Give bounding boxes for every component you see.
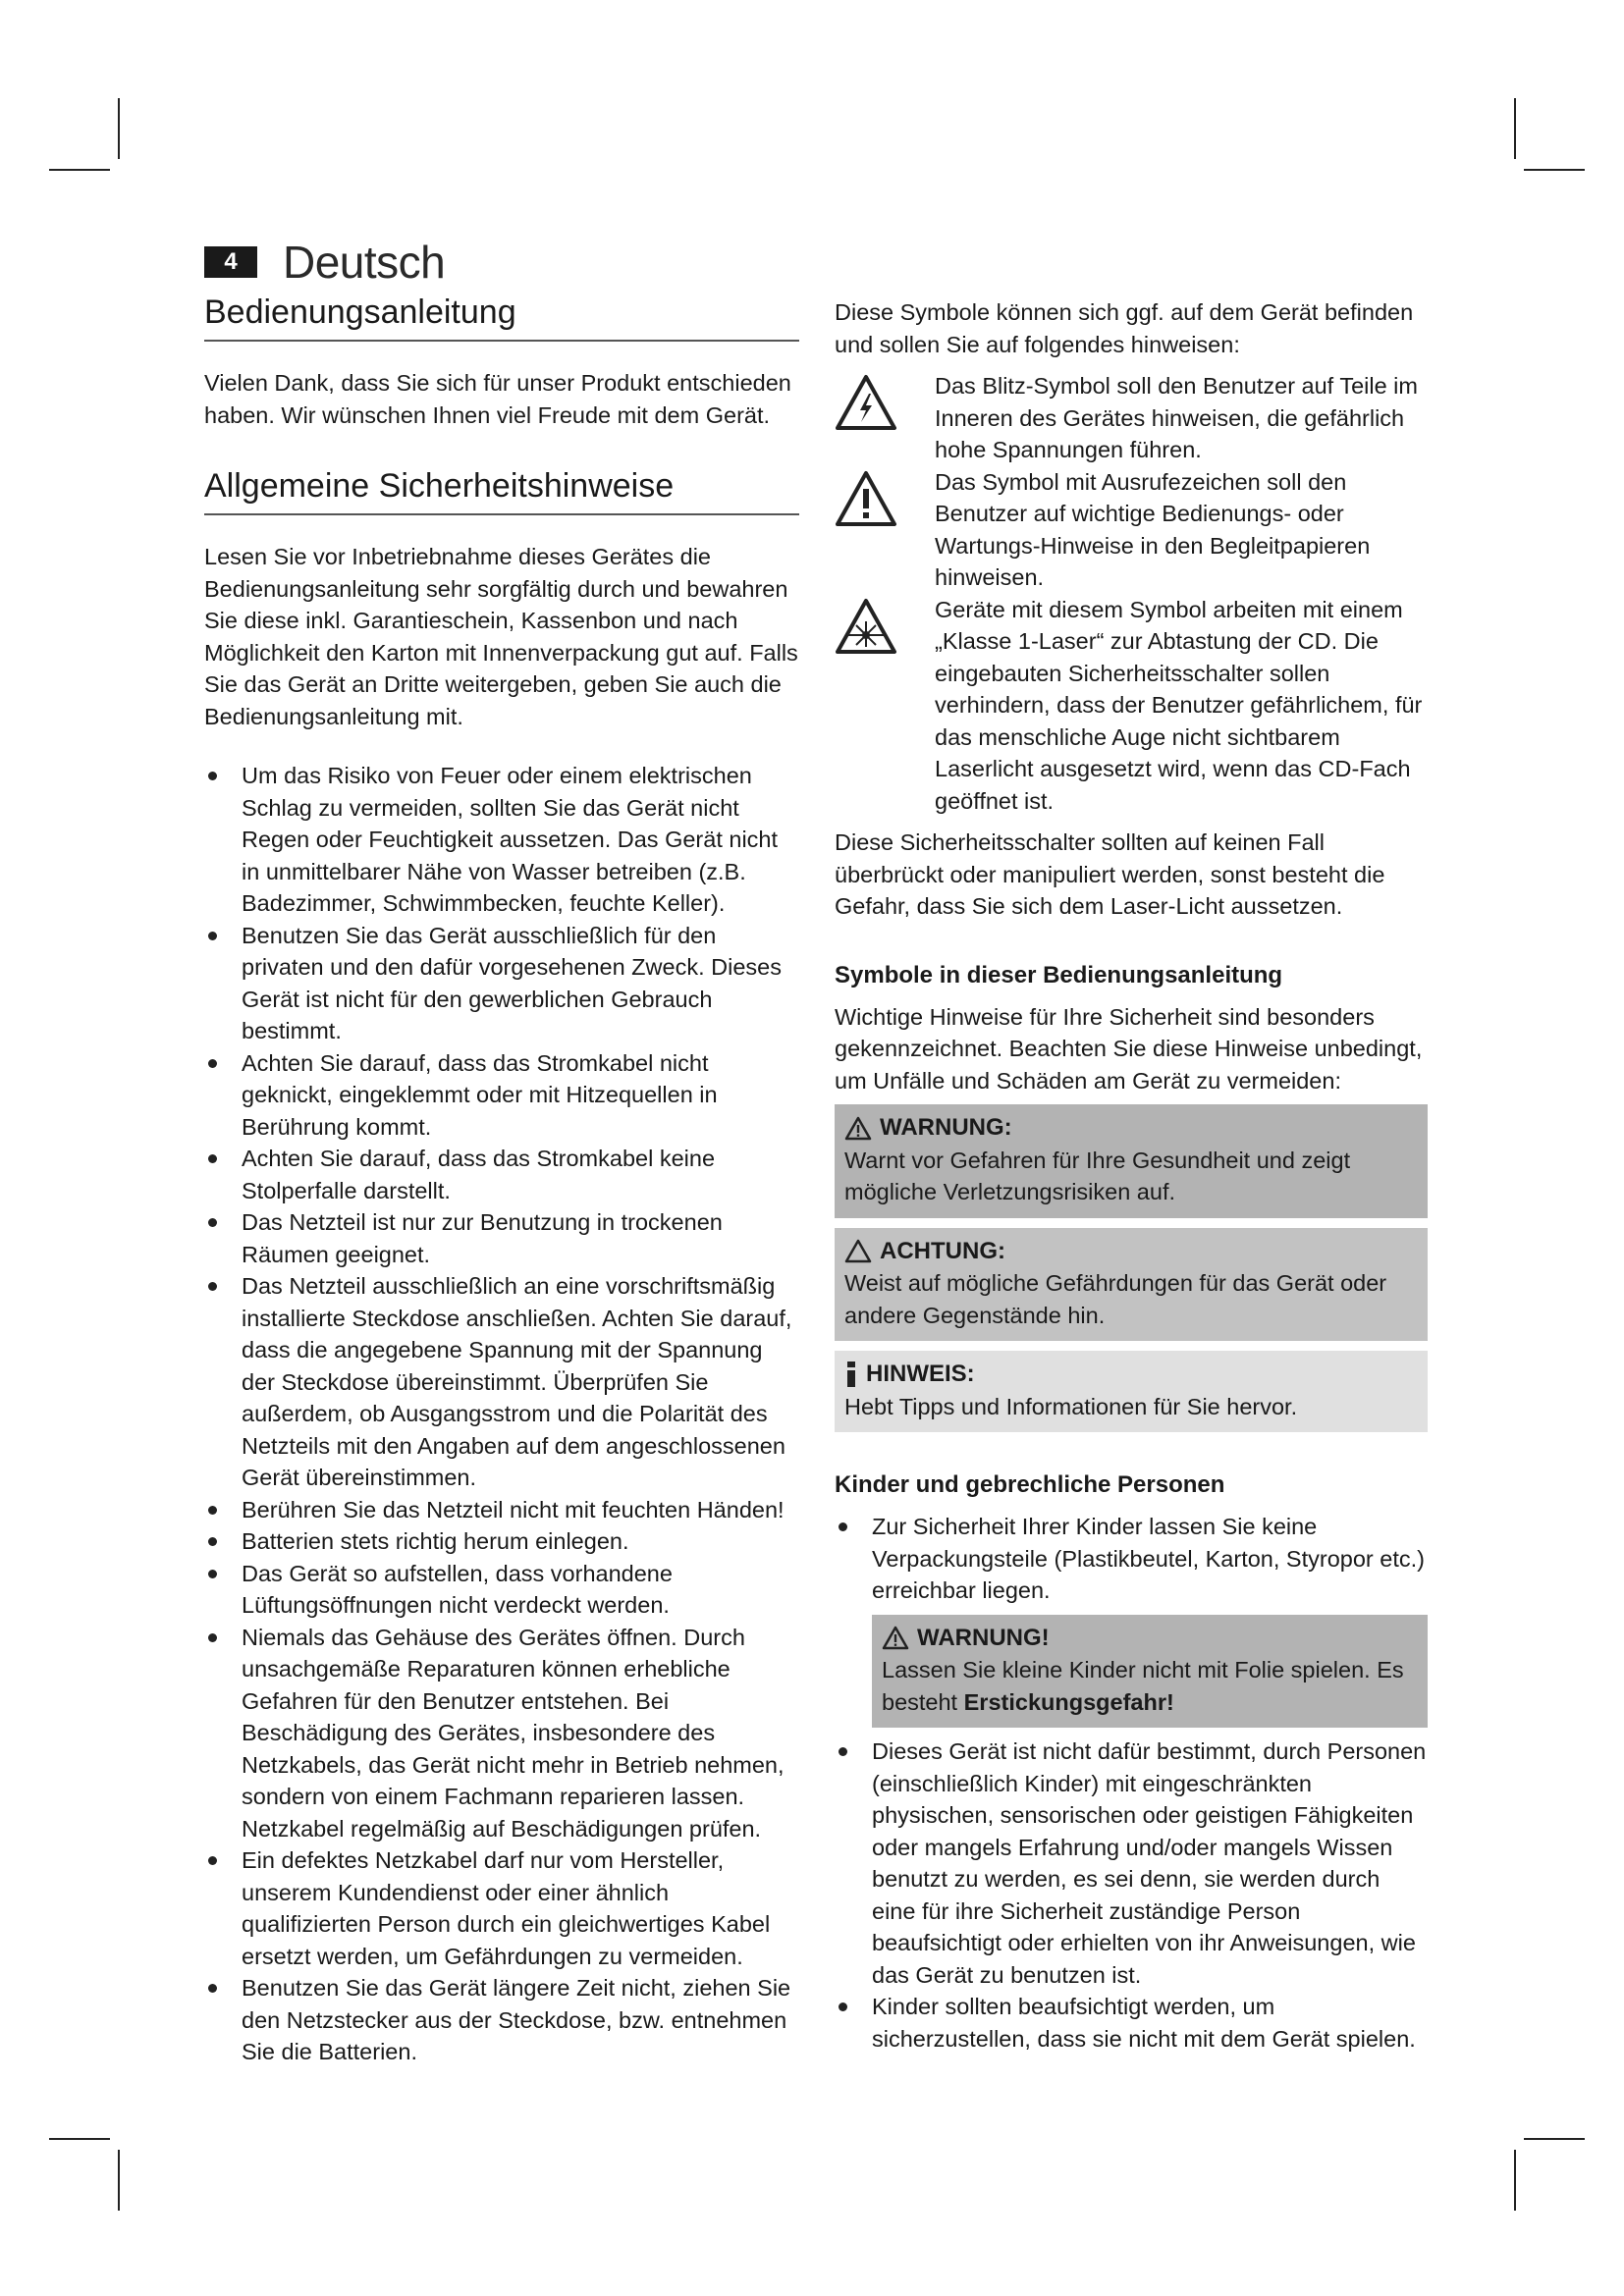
symbols-heading: Symbole in dieser Bedienungsanleitung <box>835 961 1283 988</box>
list-item: Das Gerät so aufstellen, dass vorhandene Lüftungsöffnungen nicht verdeckt werden. <box>204 1558 799 1622</box>
kids-warning-text: Lassen Sie kleine Kinder nicht mit Folie spielen. Es besteht <box>882 1657 1404 1715</box>
symbols-intro: Diese Symbole können sich ggf. auf dem Gerät befinden und sollen Sie auf folgendes hinweisen: <box>835 299 1414 357</box>
crop-mark <box>118 98 120 159</box>
symbol-row-laser <box>835 594 1428 818</box>
caution-text: Weist auf mögliche Gefährdungen für das Gerät oder andere Gegenstände hin. <box>844 1270 1387 1328</box>
warning-text: Warnt vor Gefahren für Ihre Gesundheit und zeigt mögliche Verletzungsrisiken auf. <box>844 1147 1351 1204</box>
hint-box <box>835 1351 1428 1432</box>
kids-warning-bold: Erstickungsgefahr! <box>963 1688 1174 1715</box>
list-item: Ein defektes Netzkabel darf nur vom Hersteller, unserem Kundendienst oder einer ähnlich qualifizierten Person durch ein gleichwertiges Kabel ersetzt werden, um Gefährdungen zu vermeiden. <box>204 1844 799 1972</box>
list-item: Zur Sicherheit Ihrer Kinder lassen Sie keine Verpackungsteile (Plastikbeutel, Karton, Styropor etc.) erreichbar liegen. <box>835 1511 1428 1607</box>
warning-triangle-icon <box>882 1626 909 1650</box>
symbol-text: Das Symbol mit Ausrufezeichen soll den Benutzer auf wichtige Bedienungs- oder Wartungs-Hinweise in den Begleitpapieren hinweisen. <box>935 468 1371 590</box>
warning-title: WARNUNG: <box>880 1114 1012 1141</box>
caution-title: ACHTUNG: <box>880 1237 1005 1264</box>
list-item: Benutzen Sie das Gerät ausschließlich für den privaten und den dafür vorgesehenen Zweck. Dieses Gerät ist nicht für den gewerblichen Gebrauch bestimmt. <box>204 920 799 1047</box>
list-item: Berühren Sie das Netzteil nicht mit feuchten Händen! <box>204 1494 799 1526</box>
list-item: Batterien stets richtig herum einlegen. <box>204 1525 799 1558</box>
hint-title: HINWEIS: <box>866 1361 975 1387</box>
kids-bullet-list-2 <box>835 1735 1428 2055</box>
caution-box <box>835 1228 1428 1342</box>
symbol-row-exclamation <box>835 466 1428 594</box>
warning-box <box>835 1104 1428 1218</box>
crop-mark <box>1514 2150 1516 2211</box>
safety-intro-paragraph: Lesen Sie vor Inbetriebnahme dieses Gerätes die Bedienungsanleitung sehr sorgfältig durch und bewahren Sie diese inkl. Garantieschein, Kassenbon und nach Möglichkeit den Karton mit Innenverpackung gut auf. Falls Sie das Gerät an Dritte weitergeben, geben Sie auch die Bedienungsanleitung mit. <box>204 544 798 729</box>
list-item: Achten Sie darauf, dass das Stromkabel keine Stolperfalle darstellt. <box>204 1143 799 1206</box>
kids-warning-box <box>872 1615 1428 1729</box>
list-item: Niemals das Gehäuse des Gerätes öffnen. Durch unsachgemäße Reparaturen können erhebliche Gefahren für den Benutzer entstehen. Bei Beschädigung des Gerätes, insbesondere des Netzkabels, das Gerät nicht mehr in Betrieb nehmen, sondern von einem Fachmann reparieren lassen. Netzkabel regelmäßig auf Beschädigungen prüfen. <box>204 1622 799 1845</box>
list-item: Das Netzteil ausschließlich an eine vorschriftsmäßig installierte Steckdose anschließen. Achten Sie darauf, dass die angegebene Spannung mit der Spannung der Steckdose übereinstimmt. Überprüfen Sie außerdem, ob Ausgangsstrom und die Polarität des Netzteils mit den Angaben auf dem angeschlossenen Gerät übereinstimmen. <box>204 1270 799 1494</box>
lightning-warning-icon <box>835 370 903 431</box>
kids-heading: Kinder und gebrechliche Personen <box>835 1471 1225 1498</box>
warning-triangle-icon <box>844 1116 872 1141</box>
kids-warning-body <box>882 1654 1418 1718</box>
exclamation-warning-icon <box>835 466 903 527</box>
section-title-bedienungsanleitung: Bedienungsanleitung <box>204 291 799 342</box>
list-item: Achten Sie darauf, dass das Stromkabel nicht geknickt, eingeklemmt oder mit Hitzequellen in Berührung kommt. <box>204 1047 799 1144</box>
section-title-sicherheitshinweise: Allgemeine Sicherheitshinweise <box>204 464 799 515</box>
laser-warning-icon <box>835 594 903 655</box>
list-item: Dieses Gerät ist nicht dafür bestimmt, durch Personen (einschließlich Kinder) mit eingeschränkten physischen, sensorischen oder geistigen Fähigkeiten oder mangels Erfahrung und/oder mangels Wissen benutzt zu werden, es sei denn, sie werden durch eine für ihre Sicherheit zuständige Person beaufsichtigt oder erhielten von ihr Anweisungen, wie das Gerät zu benutzen ist. <box>835 1735 1428 1991</box>
kids-bullet-list <box>835 1511 1428 1607</box>
hint-text: Hebt Tipps und Informationen für Sie hervor. <box>844 1393 1298 1419</box>
symbols-paragraph: Wichtige Hinweise für Ihre Sicherheit sind besonders gekennzeichnet. Beachten Sie diese Hinweise unbedingt, um Unfälle und Schäden am Gerät zu vermeiden: <box>835 1003 1423 1094</box>
crop-mark <box>49 169 110 171</box>
kids-warning-title: WARNUNG! <box>917 1624 1050 1651</box>
list-item: Benutzen Sie das Gerät längere Zeit nicht, ziehen Sie den Netzstecker aus der Steckdose, bzw. entnehmen Sie die Batterien. <box>204 1972 799 2068</box>
crop-mark <box>1524 169 1585 171</box>
laser-paragraph: Diese Sicherheitsschalter sollten auf keinen Fall überbrückt oder manipuliert werden, sonst besteht die Gefahr, dass Sie sich dem Laser-Licht aussetzen. <box>835 829 1385 919</box>
right-column <box>835 296 1428 2055</box>
intro-paragraph: Vielen Dank, dass Sie sich für unser Produkt entschieden haben. Wir wünschen Ihnen viel Freude mit dem Gerät. <box>204 370 791 428</box>
safety-bullet-list <box>204 760 799 2068</box>
crop-mark <box>118 2150 120 2211</box>
list-item: Das Netzteil ist nur zur Benutzung in trockenen Räumen geeignet. <box>204 1206 799 1270</box>
language-title: Deutsch <box>283 237 446 288</box>
crop-mark <box>1524 2138 1585 2140</box>
crop-mark <box>49 2138 110 2140</box>
crop-mark <box>1514 98 1516 159</box>
left-column <box>204 291 799 2068</box>
caution-triangle-icon <box>844 1239 872 1263</box>
list-item: Kinder sollten beaufsichtigt werden, um sicherzustellen, dass sie nicht mit dem Gerät spielen. <box>835 1991 1428 2055</box>
list-item: Um das Risiko von Feuer oder einem elektrischen Schlag zu vermeiden, sollten Sie das Gerät nicht Regen oder Feuchtigkeit aussetzen. Das Gerät nicht in unmittelbarer Nähe von Wasser betreiben (z.B. Badezimmer, Schwimmbecken, feuchte Keller). <box>204 760 799 920</box>
symbol-row-lightning <box>835 370 1428 466</box>
symbol-text: Geräte mit diesem Symbol arbeiten mit einem „Klasse 1-Laser“ zur Abtastung der CD. Die eingebauten Sicherheitsschalter sollen verhindern, dass der Benutzer gefährlichem, für das menschliche Auge nicht sichtbarem Laserlicht ausgesetzt wird, wenn das CD-Fach geöffnet ist. <box>935 596 1423 814</box>
page-number: 4 <box>204 246 257 278</box>
info-icon <box>844 1362 858 1387</box>
page-header <box>204 236 445 289</box>
symbol-text: Das Blitz-Symbol soll den Benutzer auf Teile im Inneren des Gerätes hinweisen, die gefährlich hohe Spannungen führen. <box>935 373 1418 462</box>
